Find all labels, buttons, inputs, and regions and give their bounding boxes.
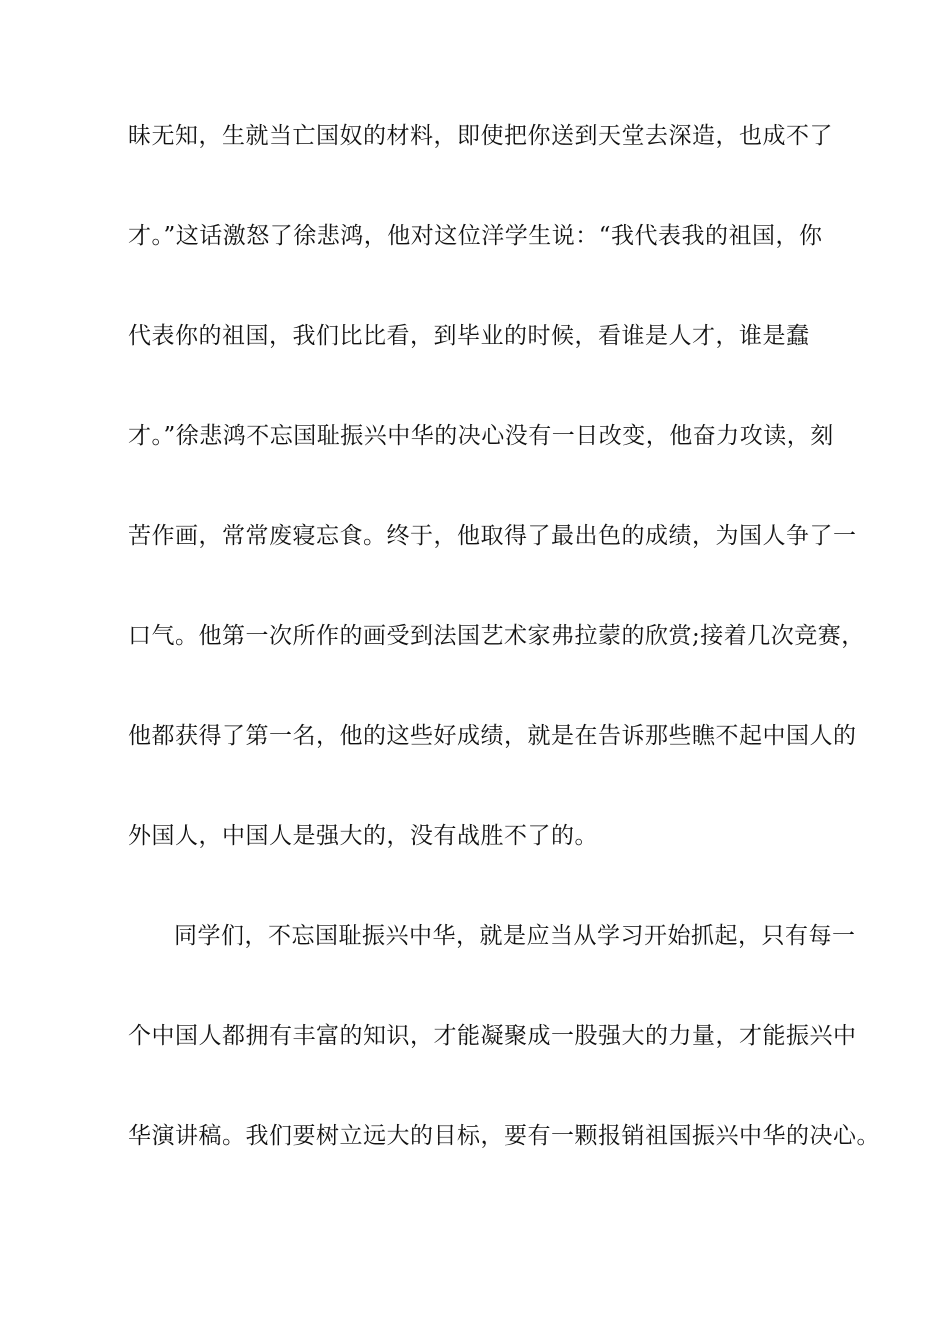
text-line-10: 个中国人都拥有丰富的知识，才能凝聚成一股强大的力量，才能振兴中 bbox=[128, 1023, 857, 1049]
text-line-4: 才。”徐悲鸿不忘国耻振兴中华的决心没有一日改变，他奋力攻读，刻 bbox=[128, 423, 834, 449]
text-line-3: 代表你的祖国，我们比比看，到毕业的时候，看谁是人才，谁是蠢 bbox=[128, 323, 810, 349]
text-line-5: 苦作画，常常废寝忘食。终于，他取得了最出色的成绩，为国人争了一 bbox=[128, 523, 857, 549]
text-line-11: 华演讲稿。我们要树立远大的目标，要有一颗报销祖国振兴中华的决心。 bbox=[128, 1123, 880, 1149]
text-line-6: 口气。他第一次所作的画受到法国艺术家弗拉蒙的欣赏;接着几次竞赛， bbox=[128, 623, 865, 649]
document-body-text bbox=[128, 112, 880, 1212]
paragraph-first-line: 同学们，不忘国耻振兴中华，就是应当从学习开始抓起，只有每一 bbox=[174, 923, 856, 949]
text-line-7: 他都获得了第一名，他的这些好成绩，就是在告诉那些瞧不起中国人的 bbox=[128, 723, 857, 749]
text-line-2: 才。”这话激怒了徐悲鸿，他对这位洋学生说：“我代表我的祖国，你 bbox=[128, 223, 823, 249]
text-line-8: 外国人，中国人是强大的，没有战胜不了的。 bbox=[128, 823, 598, 849]
text-line-1: 昧无知，生就当亡国奴的材料，即使把你送到天堂去深造，也成不了 bbox=[128, 123, 833, 149]
